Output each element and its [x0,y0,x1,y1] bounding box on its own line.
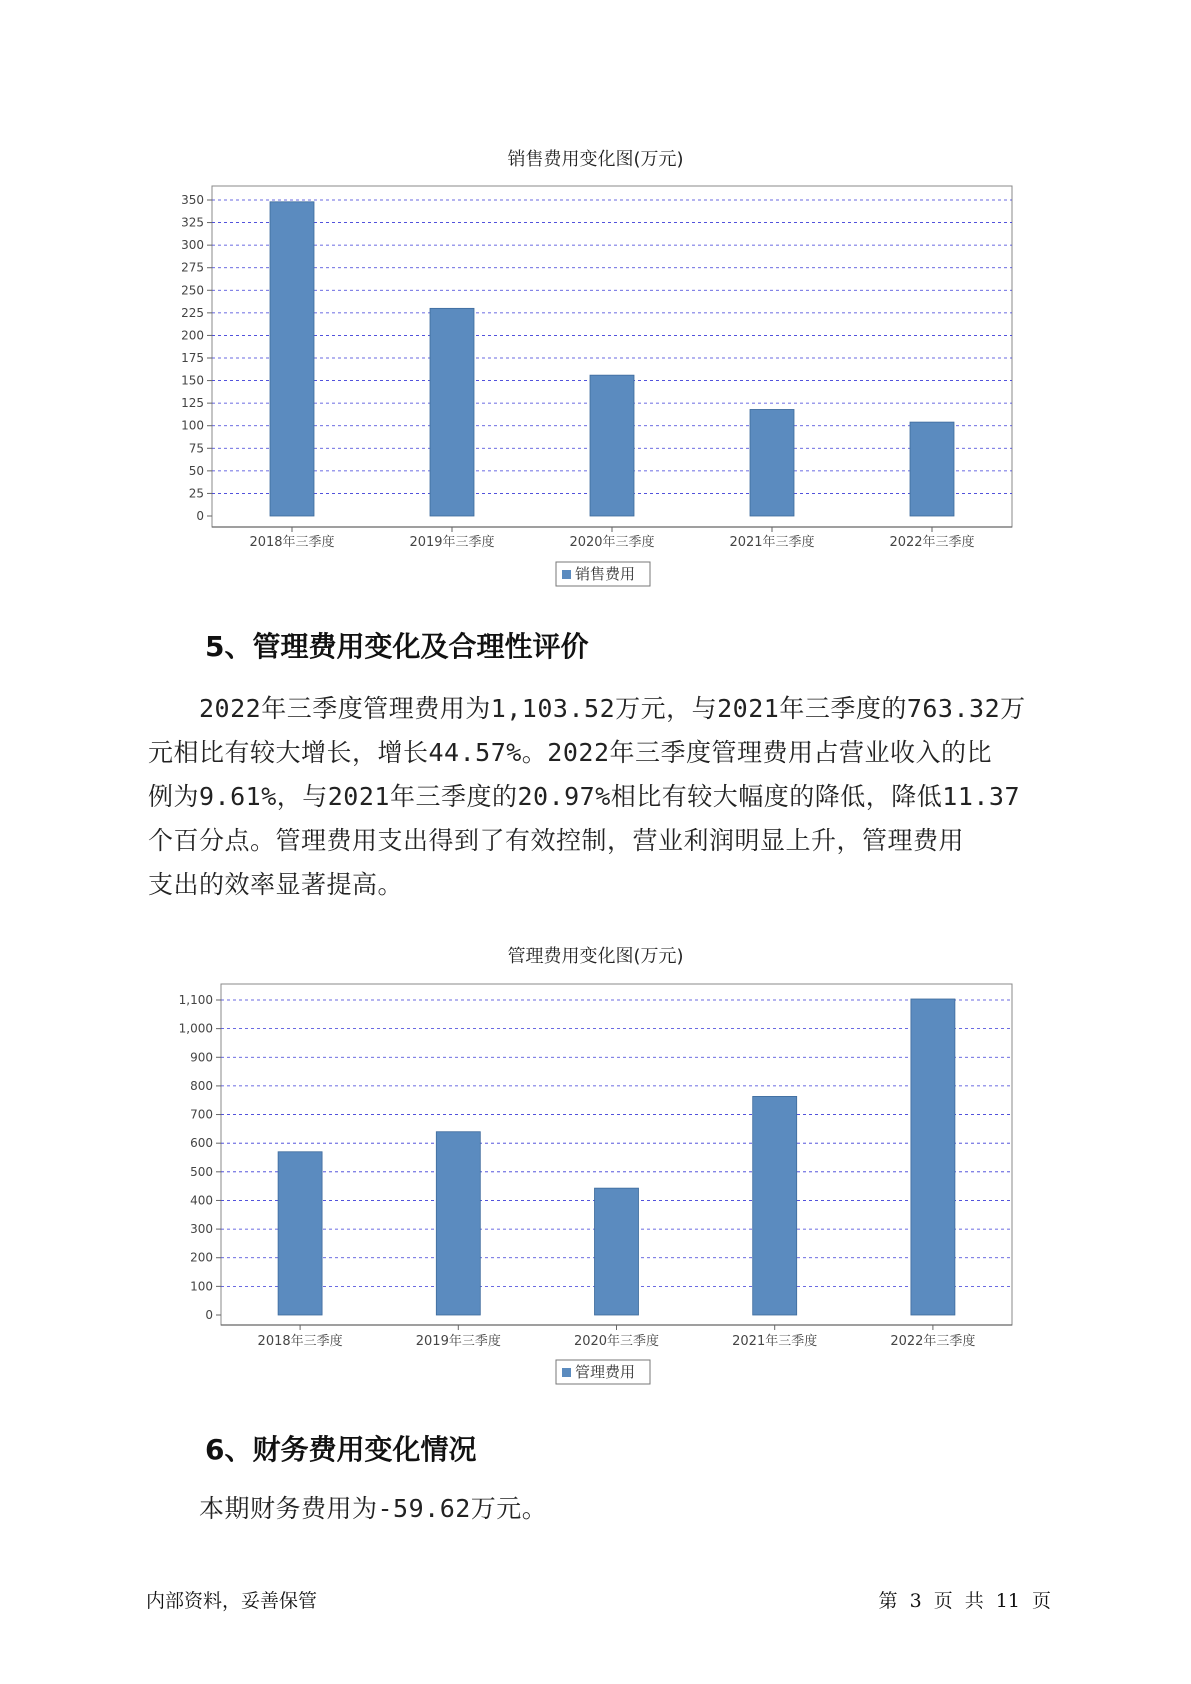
section5-line: 例为9.61%，与2021年三季度的20.97%相比有较大幅度的降低，降低11.37 [148,782,1021,811]
section5-heading: 5、管理费用变化及合理性评价 [205,630,589,663]
y-tick-label: 400 [190,1193,213,1208]
y-tick-label: 800 [190,1078,213,1093]
section6-paragraph [148,1487,1048,1531]
y-tick-label: 25 [188,486,204,501]
bar [436,1132,480,1315]
y-tick-label: 500 [190,1164,213,1179]
x-tick-label: 2018年三季度 [257,1334,343,1349]
y-tick-label: 50 [188,463,204,478]
footer-confidential-note: 内部资料，妥善保管 [146,1590,318,1612]
section5-line: 支出的效率显著提高。 [148,870,404,899]
y-tick-label: 200 [181,328,204,343]
y-tick-label: 275 [181,260,204,275]
y-tick-label: 300 [181,238,204,253]
y-tick-label: 325 [181,215,204,230]
y-tick-label: 200 [190,1250,213,1265]
legend-swatch [562,1368,571,1377]
management-chart-title: 管理费用变化图(万元) [507,946,684,967]
y-tick-label: 250 [181,283,204,298]
legend-label: 管理费用 [575,1363,636,1381]
bar [911,999,955,1315]
x-tick-label: 2022年三季度 [890,1334,976,1349]
x-tick-label: 2019年三季度 [415,1334,501,1349]
section5-line: 元相比有较大增长，增长44.57%。2022年三季度管理费用占营业收入的比 [148,738,993,767]
x-tick-label: 2020年三季度 [573,1334,660,1349]
section6-line: 本期财务费用为-59.62万元。 [148,1494,548,1523]
legend-label: 销售费用 [575,565,636,583]
x-tick-label: 2021年三季度 [729,535,815,550]
x-tick-label: 2018年三季度 [249,535,335,550]
y-tick-label: 75 [188,441,204,456]
x-tick-label: 2019年三季度 [409,535,495,550]
y-tick-label: 1,100 [178,993,213,1007]
y-tick-label: 900 [190,1050,213,1065]
y-tick-label: 600 [190,1136,213,1151]
y-tick-label: 0 [205,1308,213,1322]
section5-line: 2022年三季度管理费用为1,103.52万元，与2021年三季度的763.32万 [148,694,1026,723]
y-tick-label: 0 [196,509,204,523]
x-tick-label: 2021年三季度 [732,1334,818,1349]
bar [595,1188,639,1315]
sales-chart-title: 销售费用变化图(万元) [507,149,684,170]
legend [556,1360,650,1384]
y-tick-label: 175 [181,351,204,365]
x-tick-label: 2022年三季度 [889,535,975,550]
x-tick-label: 2020年三季度 [569,535,655,550]
y-tick-label: 225 [181,305,204,320]
y-tick-label: 100 [190,1279,213,1294]
y-tick-label: 1,000 [178,1021,213,1036]
bar [278,1152,322,1315]
y-tick-label: 150 [181,373,204,388]
y-tick-label: 100 [181,418,204,433]
section6-heading: 6、财务费用变化情况 [205,1433,477,1466]
bar [753,1096,797,1315]
section5-line: 个百分点。管理费用支出得到了有效控制，营业利润明显上升，管理费用 [148,826,965,855]
footer-page-number: 第 3 页 共 11 页 [878,1590,1051,1612]
y-tick-label: 350 [181,193,204,207]
y-tick-label: 125 [181,396,204,411]
y-tick-label: 300 [190,1222,213,1237]
y-tick-label: 700 [190,1107,213,1122]
